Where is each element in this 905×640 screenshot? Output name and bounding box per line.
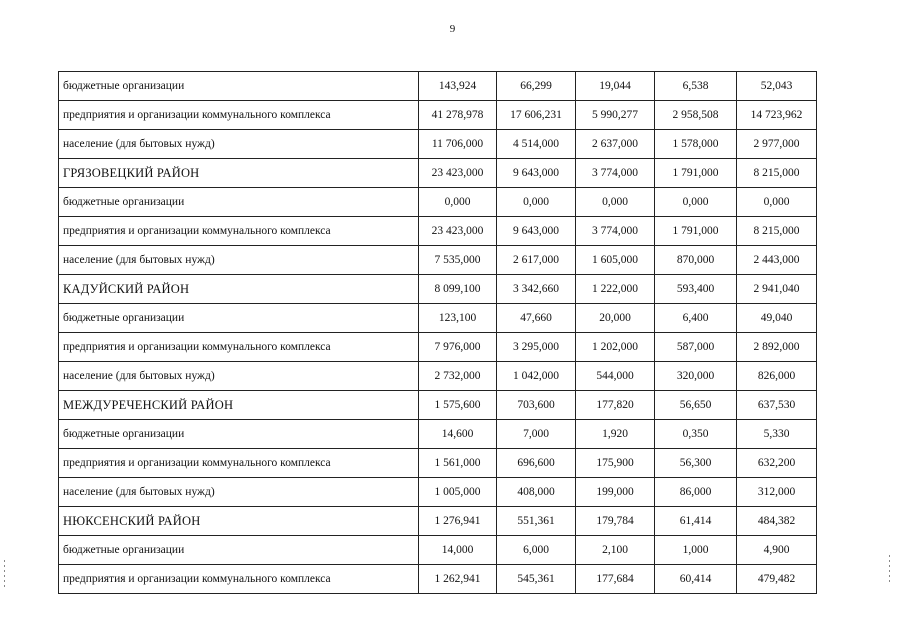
value-cell-col-2: 3 295,000: [497, 333, 576, 362]
category-name-cell: население (для бытовых нужд): [59, 130, 419, 159]
value-cell-col-3: 3 774,000: [576, 217, 655, 246]
value-cell-col-5: 5,330: [737, 420, 817, 449]
value-cell-col-3: 179,784: [576, 507, 655, 536]
value-cell-col-2: 696,600: [497, 449, 576, 478]
table-body: [59, 72, 817, 594]
value-cell-col-1: 8 099,100: [419, 275, 497, 304]
value-cell-col-1: 14,600: [419, 420, 497, 449]
value-cell-col-5: 2 977,000: [737, 130, 817, 159]
value-cell-col-4: 587,000: [655, 333, 737, 362]
region-name-cell: ГРЯЗОВЕЦКИЙ РАЙОН: [59, 159, 419, 188]
region-row: [59, 275, 817, 304]
value-cell-col-2: 0,000: [497, 188, 576, 217]
value-cell-col-3: 5 990,277: [576, 101, 655, 130]
value-cell-col-4: 6,538: [655, 72, 737, 101]
table-row: [59, 565, 817, 594]
value-cell-col-4: 1 791,000: [655, 217, 737, 246]
value-cell-col-3: 1,920: [576, 420, 655, 449]
value-cell-col-2: 47,660: [497, 304, 576, 333]
region-name-cell: НЮКСЕНСКИЙ РАЙОН: [59, 507, 419, 536]
table-row: [59, 449, 817, 478]
value-cell-col-4: 593,400: [655, 275, 737, 304]
category-name-cell: предприятия и организации коммунального комплекса: [59, 449, 419, 478]
value-cell-col-4: 2 958,508: [655, 101, 737, 130]
category-name-cell: предприятия и организации коммунального комплекса: [59, 333, 419, 362]
value-cell-col-2: 408,000: [497, 478, 576, 507]
table-row: [59, 333, 817, 362]
value-cell-col-5: 484,382: [737, 507, 817, 536]
value-cell-col-5: 312,000: [737, 478, 817, 507]
value-cell-col-1: 123,100: [419, 304, 497, 333]
value-cell-col-3: 177,820: [576, 391, 655, 420]
value-cell-col-3: 2,100: [576, 536, 655, 565]
value-cell-col-1: 2 732,000: [419, 362, 497, 391]
data-table: [58, 71, 817, 594]
value-cell-col-5: 637,530: [737, 391, 817, 420]
category-name-cell: население (для бытовых нужд): [59, 246, 419, 275]
value-cell-col-4: 1 791,000: [655, 159, 737, 188]
value-cell-col-4: 6,400: [655, 304, 737, 333]
category-name-cell: предприятия и организации коммунального комплекса: [59, 565, 419, 594]
value-cell-col-3: 199,000: [576, 478, 655, 507]
value-cell-col-5: 2 941,040: [737, 275, 817, 304]
table-row: [59, 420, 817, 449]
value-cell-col-1: 1 005,000: [419, 478, 497, 507]
value-cell-col-1: 1 561,000: [419, 449, 497, 478]
table-row: [59, 304, 817, 333]
value-cell-col-3: 2 637,000: [576, 130, 655, 159]
category-name-cell: бюджетные организации: [59, 420, 419, 449]
value-cell-col-2: 3 342,660: [497, 275, 576, 304]
region-row: [59, 391, 817, 420]
value-cell-col-5: 632,200: [737, 449, 817, 478]
value-cell-col-4: 1,000: [655, 536, 737, 565]
scan-margin-mark-left: [4, 560, 5, 590]
category-name-cell: бюджетные организации: [59, 188, 419, 217]
value-cell-col-2: 6,000: [497, 536, 576, 565]
category-name-cell: бюджетные организации: [59, 304, 419, 333]
table-row: [59, 217, 817, 246]
value-cell-col-3: 1 202,000: [576, 333, 655, 362]
value-cell-col-5: 49,040: [737, 304, 817, 333]
value-cell-col-2: 66,299: [497, 72, 576, 101]
category-name-cell: бюджетные организации: [59, 536, 419, 565]
value-cell-col-5: 0,000: [737, 188, 817, 217]
value-cell-col-2: 551,361: [497, 507, 576, 536]
value-cell-col-2: 2 617,000: [497, 246, 576, 275]
value-cell-col-3: 19,044: [576, 72, 655, 101]
region-name-cell: КАДУЙСКИЙ РАЙОН: [59, 275, 419, 304]
table-row: [59, 362, 817, 391]
value-cell-col-1: 14,000: [419, 536, 497, 565]
value-cell-col-3: 175,900: [576, 449, 655, 478]
category-name-cell: предприятия и организации коммунального комплекса: [59, 217, 419, 246]
region-name-cell: МЕЖДУРЕЧЕНСКИЙ РАЙОН: [59, 391, 419, 420]
value-cell-col-2: 9 643,000: [497, 217, 576, 246]
table-row: [59, 246, 817, 275]
value-cell-col-3: 544,000: [576, 362, 655, 391]
value-cell-col-5: 52,043: [737, 72, 817, 101]
value-cell-col-2: 545,361: [497, 565, 576, 594]
table-row: [59, 72, 817, 101]
value-cell-col-4: 60,414: [655, 565, 737, 594]
value-cell-col-2: 4 514,000: [497, 130, 576, 159]
table-row: [59, 188, 817, 217]
value-cell-col-1: 23 423,000: [419, 159, 497, 188]
table-row: [59, 478, 817, 507]
value-cell-col-2: 7,000: [497, 420, 576, 449]
value-cell-col-2: 1 042,000: [497, 362, 576, 391]
region-row: [59, 159, 817, 188]
value-cell-col-1: 1 262,941: [419, 565, 497, 594]
category-name-cell: население (для бытовых нужд): [59, 478, 419, 507]
value-cell-col-4: 56,300: [655, 449, 737, 478]
value-cell-col-3: 1 605,000: [576, 246, 655, 275]
scan-margin-mark-right: [889, 555, 890, 585]
value-cell-col-2: 17 606,231: [497, 101, 576, 130]
value-cell-col-5: 479,482: [737, 565, 817, 594]
value-cell-col-3: 0,000: [576, 188, 655, 217]
value-cell-col-1: 143,924: [419, 72, 497, 101]
value-cell-col-5: 8 215,000: [737, 217, 817, 246]
table-row: [59, 536, 817, 565]
value-cell-col-1: 7 976,000: [419, 333, 497, 362]
value-cell-col-1: 7 535,000: [419, 246, 497, 275]
value-cell-col-4: 320,000: [655, 362, 737, 391]
value-cell-col-3: 177,684: [576, 565, 655, 594]
value-cell-col-4: 56,650: [655, 391, 737, 420]
value-cell-col-3: 1 222,000: [576, 275, 655, 304]
value-cell-col-1: 11 706,000: [419, 130, 497, 159]
value-cell-col-4: 1 578,000: [655, 130, 737, 159]
value-cell-col-1: 1 276,941: [419, 507, 497, 536]
value-cell-col-5: 2 892,000: [737, 333, 817, 362]
value-cell-col-4: 0,000: [655, 188, 737, 217]
value-cell-col-3: 3 774,000: [576, 159, 655, 188]
value-cell-col-1: 41 278,978: [419, 101, 497, 130]
table-row: [59, 130, 817, 159]
value-cell-col-4: 61,414: [655, 507, 737, 536]
value-cell-col-2: 703,600: [497, 391, 576, 420]
value-cell-col-3: 20,000: [576, 304, 655, 333]
table-row: [59, 101, 817, 130]
category-name-cell: предприятия и организации коммунального комплекса: [59, 101, 419, 130]
value-cell-col-5: 2 443,000: [737, 246, 817, 275]
value-cell-col-5: 8 215,000: [737, 159, 817, 188]
value-cell-col-4: 0,350: [655, 420, 737, 449]
region-row: [59, 507, 817, 536]
value-cell-col-5: 14 723,962: [737, 101, 817, 130]
category-name-cell: бюджетные организации: [59, 72, 419, 101]
value-cell-col-1: 23 423,000: [419, 217, 497, 246]
value-cell-col-4: 86,000: [655, 478, 737, 507]
value-cell-col-5: 826,000: [737, 362, 817, 391]
category-name-cell: население (для бытовых нужд): [59, 362, 419, 391]
value-cell-col-2: 9 643,000: [497, 159, 576, 188]
value-cell-col-5: 4,900: [737, 536, 817, 565]
value-cell-col-1: 1 575,600: [419, 391, 497, 420]
value-cell-col-1: 0,000: [419, 188, 497, 217]
value-cell-col-4: 870,000: [655, 246, 737, 275]
page-number: 9: [449, 23, 456, 35]
